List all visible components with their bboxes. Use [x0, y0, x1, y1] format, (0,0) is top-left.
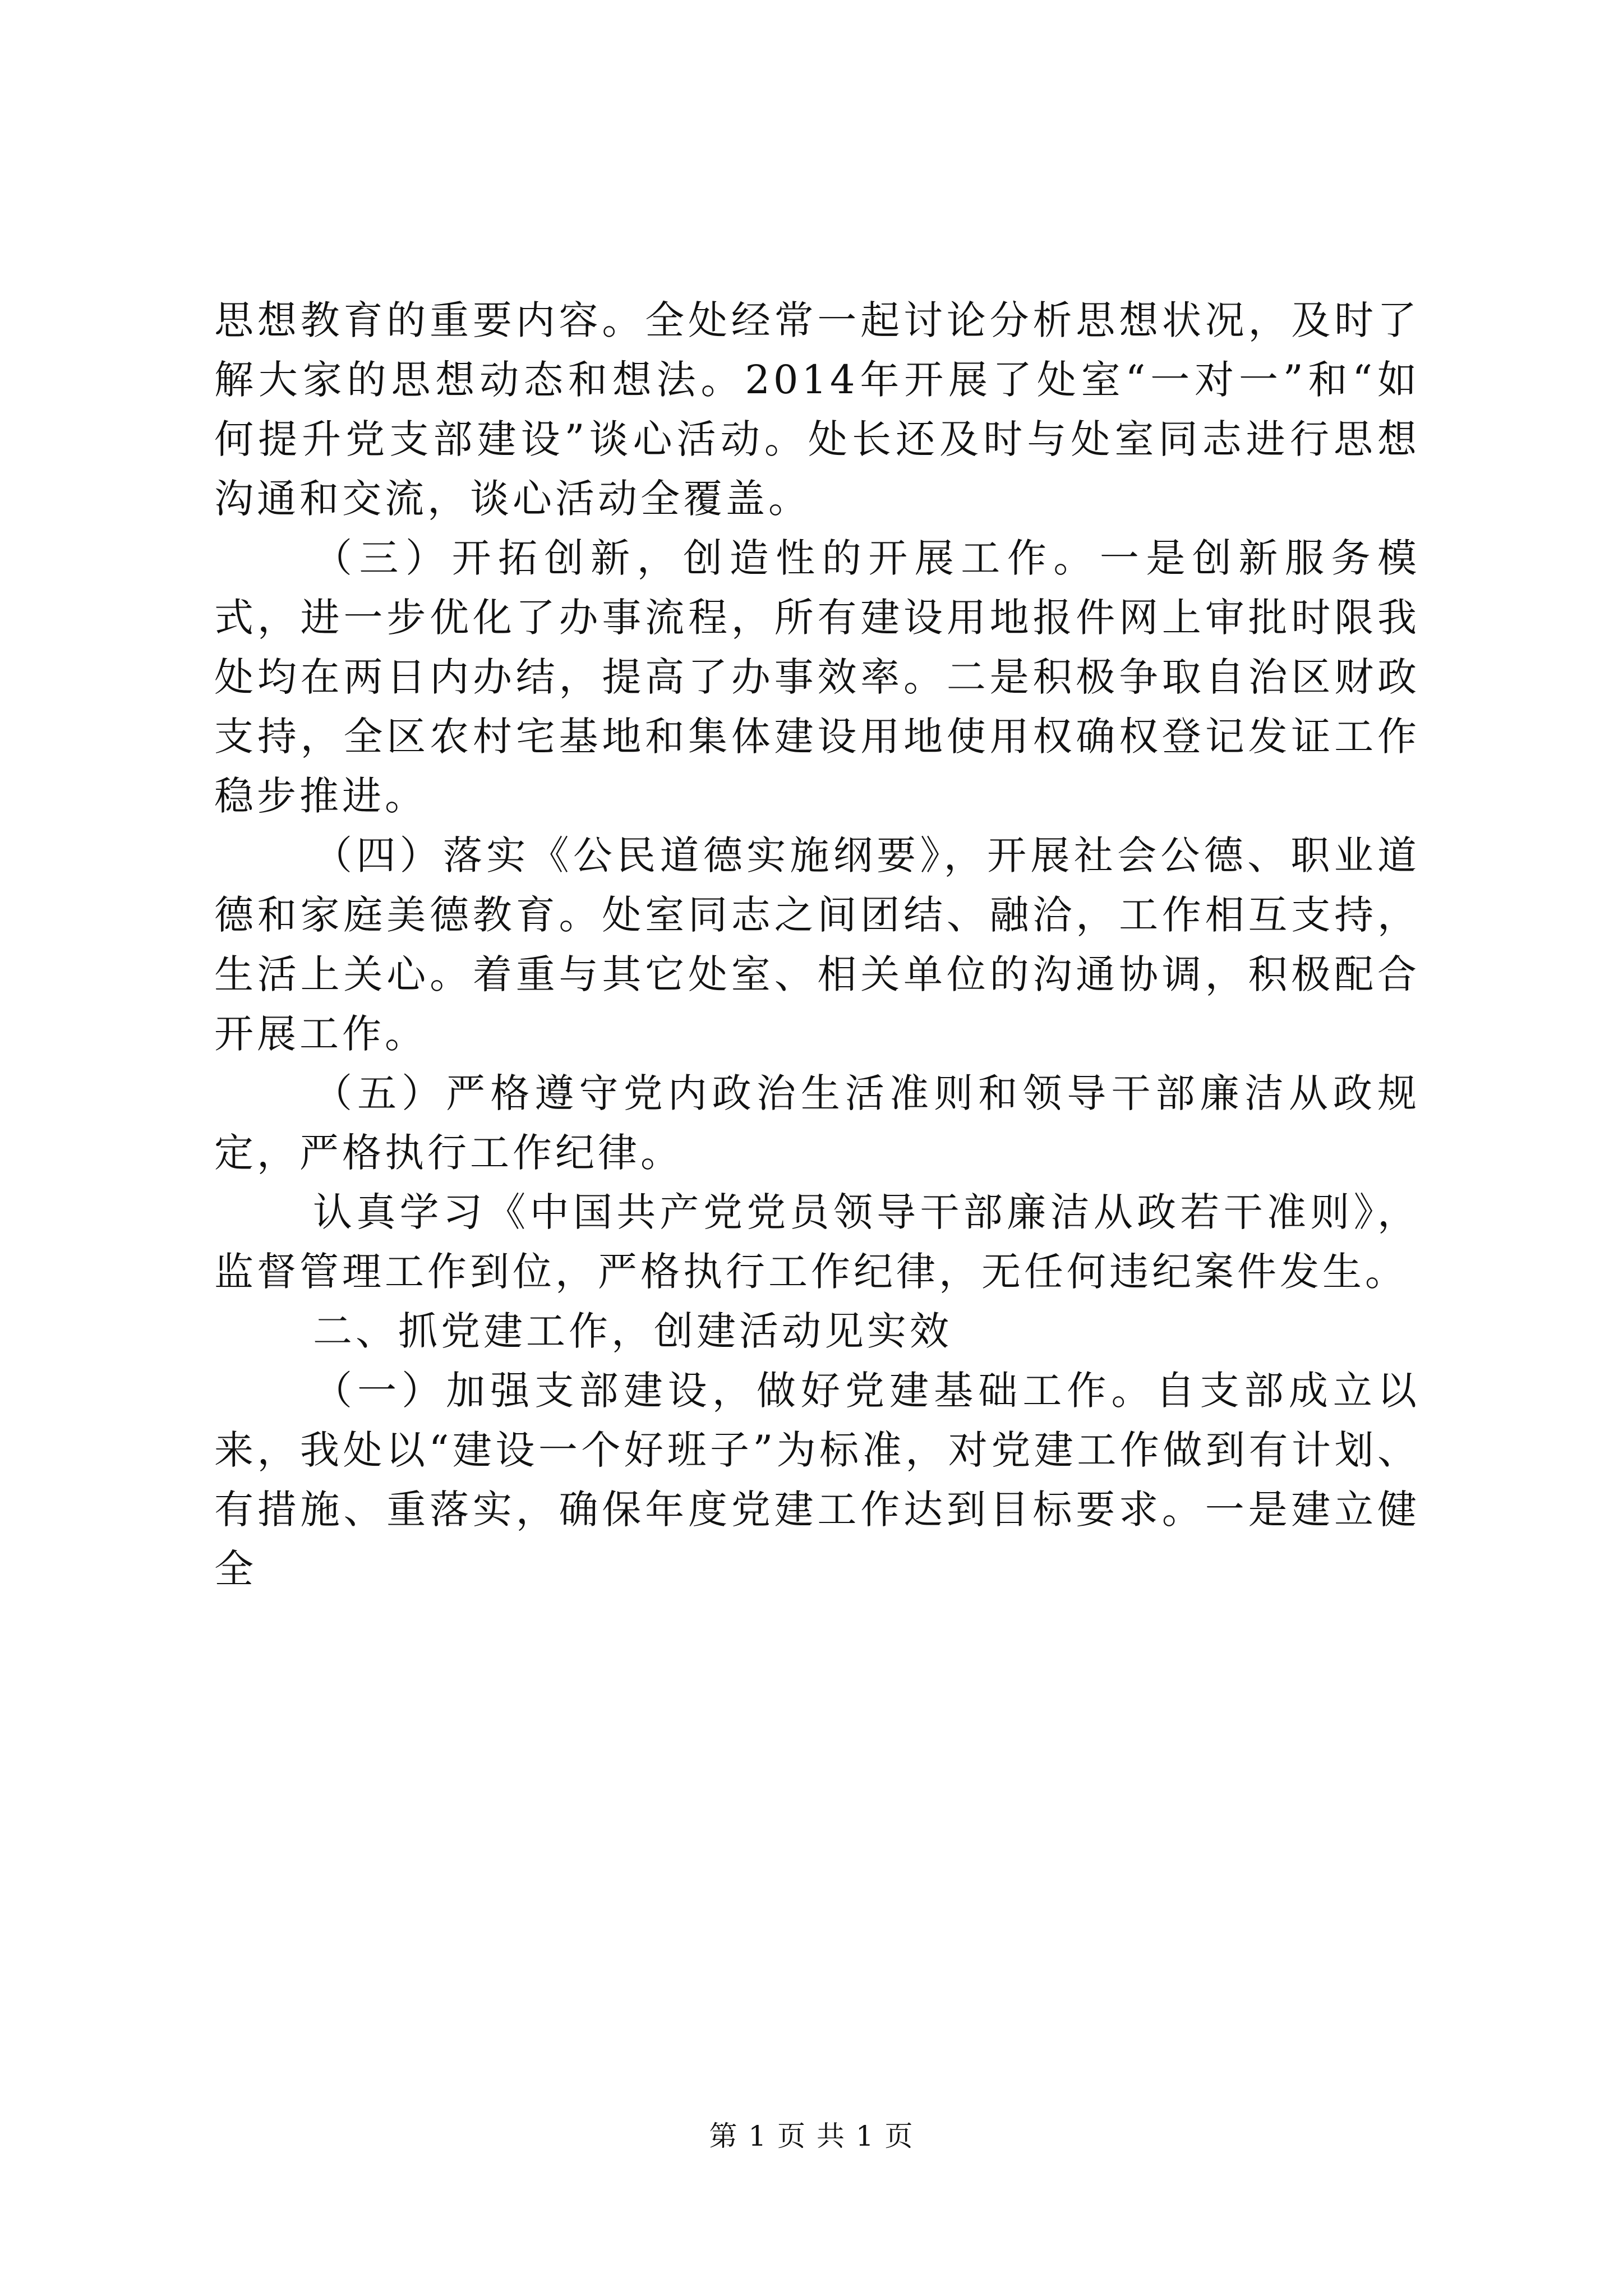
paragraph-section-four: （四）落实《公民道德实施纲要》，开展社会公德、职业道德和家庭美德教育。处室同志之间团结、融洽，工作相互支持，生活上关心。着重与其它处室、相关单位的沟通协调，积极配合开展工作。 — [214, 832, 1420, 1057]
paragraph-section-five: （五）严格遵守党内政治生活准则和领导干部廉洁从政规定，严格执行工作纪律。 — [214, 1070, 1420, 1176]
page-footer: 第 1 页 共 1 页 — [709, 2120, 914, 2152]
paragraph-section-three: （三）开拓创新，创造性的开展工作。一是创新服务模式，进一步优化了办事流程，所有建设用地报件网上审批时限我处均在两日内办结，提高了办事效率。二是积极争取自治区财政支持，全区农村宅基地和集体建设用地使用权确权登记发证工作稳步推进。 — [214, 535, 1420, 819]
paragraph-study-guidelines: 认真学习《中国共产党党员领导干部廉洁从政若干准则》，监督管理工作到位，严格执行工作纪律，无任何违纪案件发生。 — [214, 1189, 1420, 1295]
paragraph-continuation: 思想教育的重要内容。全处经常一起讨论分析思想状况，及时了解大家的思想动态和想法。2014年开展了处室“一对一”和“如何提升党支部建设”谈心活动。处长还及时与处室同志进行思想沟通和交流，谈心活动全覆盖。 — [214, 297, 1420, 522]
section-heading-party-building: 二、抓党建工作，创建活动见实效 — [313, 1308, 952, 1354]
document-body — [214, 291, 1420, 1599]
paragraph-subsection-one: （一）加强支部建设，做好党建基础工作。自支部成立以来，我处以“建设一个好班子”为标准，对党建工作做到有计划、有措施、重落实，确保年度党建工作达到目标要求。一是建立健全 — [214, 1368, 1420, 1592]
